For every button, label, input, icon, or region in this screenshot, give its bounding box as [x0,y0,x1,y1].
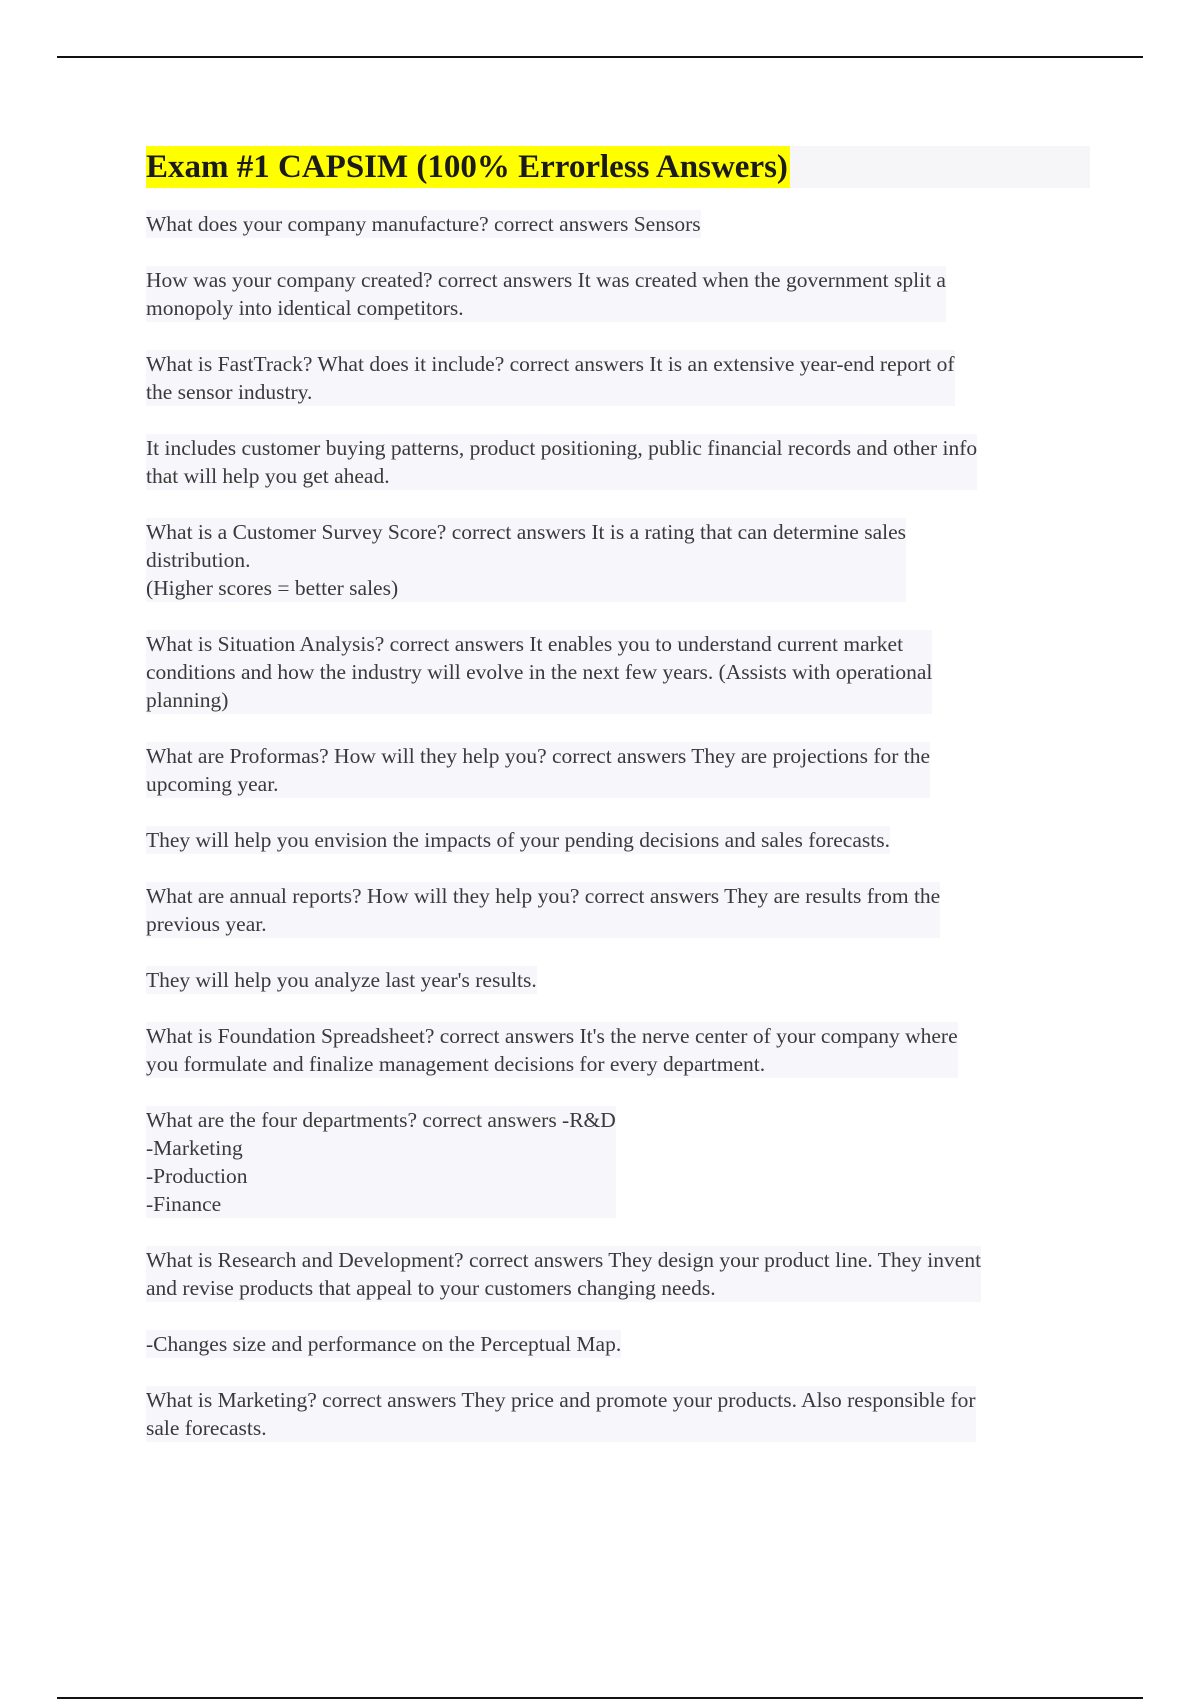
paragraph-line: What does your company manufacture? correct answers Sensors [146,212,701,236]
qa-paragraph [146,1246,981,1302]
paragraph-line: What is Marketing? correct answers They price and promote your products. Also responsible for [146,1388,976,1412]
paragraph-line: and revise products that appeal to your customers changing needs. [146,1276,716,1300]
paragraph-line: planning) [146,688,229,712]
paragraph-line: upcoming year. [146,772,279,796]
paragraph-line: What is Foundation Spreadsheet? correct answers It's the nerve center of your company where [146,1024,958,1048]
document-body [146,146,1086,1470]
paragraph-line: that will help you get ahead. [146,464,390,488]
paragraph-line: What are annual reports? How will they help you? correct answers They are results from the [146,884,941,908]
paragraph-line: distribution. [146,548,251,572]
qa-paragraph [146,826,890,854]
paragraph-line: sale forecasts. [146,1416,267,1440]
paragraph-line: previous year. [146,912,267,936]
title-bar [146,146,1090,188]
qa-paragraph [146,882,940,938]
paragraph-line: They will help you analyze last year's results. [146,968,537,992]
paragraph-line: -Finance [146,1192,222,1216]
qa-paragraph [146,630,932,714]
qa-paragraph [146,742,930,798]
paragraph-line: -Production [146,1164,248,1188]
top-divider [57,56,1143,58]
qa-paragraph [146,966,537,994]
paragraph-line: conditions and how the industry will evolve in the next few years. (Assists with operational [146,660,933,684]
paragraph-line: It includes customer buying patterns, product positioning, public financial records and other info [146,436,978,460]
qa-paragraph [146,518,906,602]
paragraph-line: What is Situation Analysis? correct answers It enables you to understand current market [146,632,904,656]
paragraph-line: you formulate and finalize management decisions for every department. [146,1052,766,1076]
paragraph-line: What is FastTrack? What does it include? correct answers It is an extensive year-end report of [146,352,955,376]
document-title: Exam #1 CAPSIM (100% Errorless Answers) [146,146,790,188]
qa-paragraph [146,1330,621,1358]
paragraph-line: What is a Customer Survey Score? correct answers It is a rating that can determine sales [146,520,906,544]
paragraph-line: the sensor industry. [146,380,313,404]
paragraph-line: What is Research and Development? correct answers They design your product line. They invent [146,1248,982,1272]
qa-paragraph [146,434,977,490]
bottom-divider [57,1697,1143,1699]
qa-paragraph [146,350,955,406]
qa-paragraph [146,1106,616,1218]
paragraph-line: How was your company created? correct answers It was created when the government split a [146,268,946,292]
qa-paragraph [146,1386,976,1442]
qa-list [146,210,1086,1442]
paragraph-line: monopoly into identical competitors. [146,296,464,320]
paragraph-line: -Changes size and performance on the Perceptual Map. [146,1332,622,1356]
paragraph-line: -Marketing [146,1136,243,1160]
qa-paragraph [146,210,701,238]
paragraph-line: They will help you envision the impacts of your pending decisions and sales forecasts. [146,828,890,852]
paragraph-line: What are the four departments? correct answers -R&D [146,1108,616,1132]
qa-paragraph [146,1022,958,1078]
qa-paragraph [146,266,946,322]
paragraph-line: What are Proformas? How will they help you? correct answers They are projections for the [146,744,931,768]
paragraph-line: (Higher scores = better sales) [146,576,399,600]
